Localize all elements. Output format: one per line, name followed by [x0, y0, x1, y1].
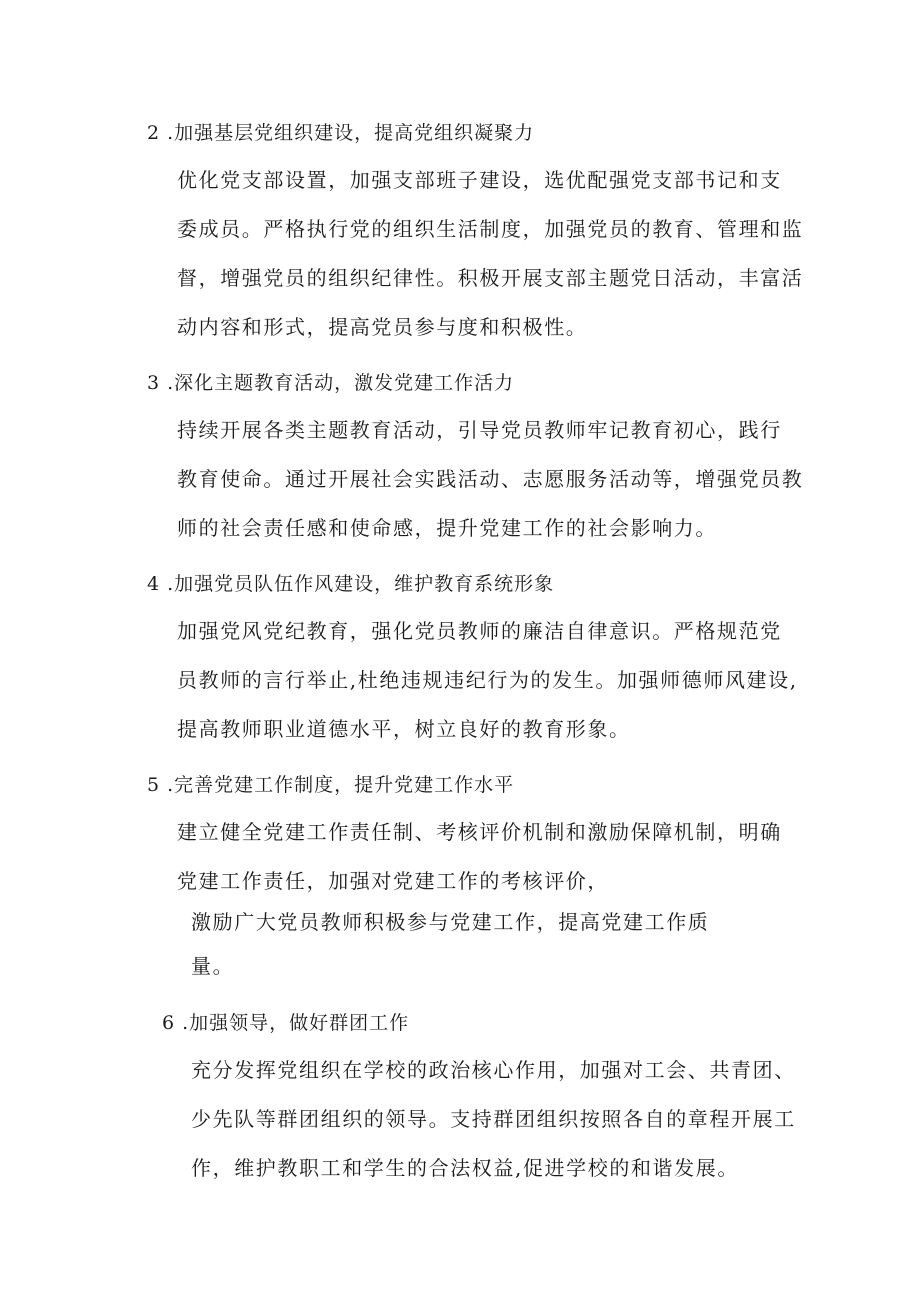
body-line: 少先队等群团组织的领导。支持群团组织按照各自的章程开展工 [191, 1107, 796, 1131]
body-line: 提高教师职业道德水平，树立良好的教育形象。 [177, 717, 631, 741]
section-heading-3: 3 .深化主题教育活动，激发党建工作活力 [147, 372, 515, 394]
body-line: 教育使命。通过开展社会实践活动、志愿服务活动等，增强党员教 [177, 467, 804, 491]
section-body-5 [177, 808, 782, 906]
body-line: 党建工作责任，加强对党建工作的考核评价， [177, 869, 609, 893]
body-line: 持续开展各类主题教育活动，引导党员教师牢记教育初心，践行 [177, 418, 782, 442]
body-line: 激励广大党员教师积极参与党建工作，提高党建工作质 [191, 910, 710, 934]
body-line: 动内容和形式，提高党员参与度和积极性。 [177, 315, 588, 339]
body-line: 加强党风党纪教育，强化党员教师的廉洁自律意识。严格规范党 [177, 619, 782, 643]
body-line: 作，维护教职工和学生的合法权益,促进学校的和谐发展。 [191, 1156, 739, 1180]
section-body-2 [177, 156, 803, 352]
body-line: 优化党支部设置，加强支部班子建设，选优配强党支部书记和支 [177, 168, 782, 192]
body-line: 师的社会责任感和使命感，提升党建工作的社会影响力。 [177, 516, 717, 540]
section-body-3 [177, 406, 803, 553]
section-body-4 [177, 607, 798, 754]
body-line: 量。 [191, 954, 235, 978]
section-heading-5: 5 .完善党建工作制度，提升党建工作水平 [147, 774, 515, 796]
section-heading-6: 6 .加强领导，做好群团工作 [162, 1012, 410, 1034]
body-line: 充分发挥党组织在学校的政治核心作用，加强对工会、共青团、 [191, 1058, 796, 1082]
body-line: 员教师的言行举止,杜绝违规违纪行为的发生。加强师德师风建设, [177, 668, 798, 692]
section-body-5-continued [191, 900, 709, 988]
body-line: 委成员。严格执行党的组织生活制度，加强党员的教育、管理和监 [177, 217, 804, 241]
section-heading-4: 4 .加强党员队伍作风建设，维护教育系统形象 [147, 573, 555, 595]
body-line: 建立健全党建工作责任制、考核评价机制和激励保障机制，明确 [177, 820, 782, 844]
section-body-6 [191, 1046, 796, 1193]
body-line: 督，增强党员的组织纪律性。积极开展支部主题党日活动，丰富活 [177, 266, 804, 290]
section-heading-2: 2 .加强基层党组织建设，提高党组织凝聚力 [147, 122, 535, 144]
